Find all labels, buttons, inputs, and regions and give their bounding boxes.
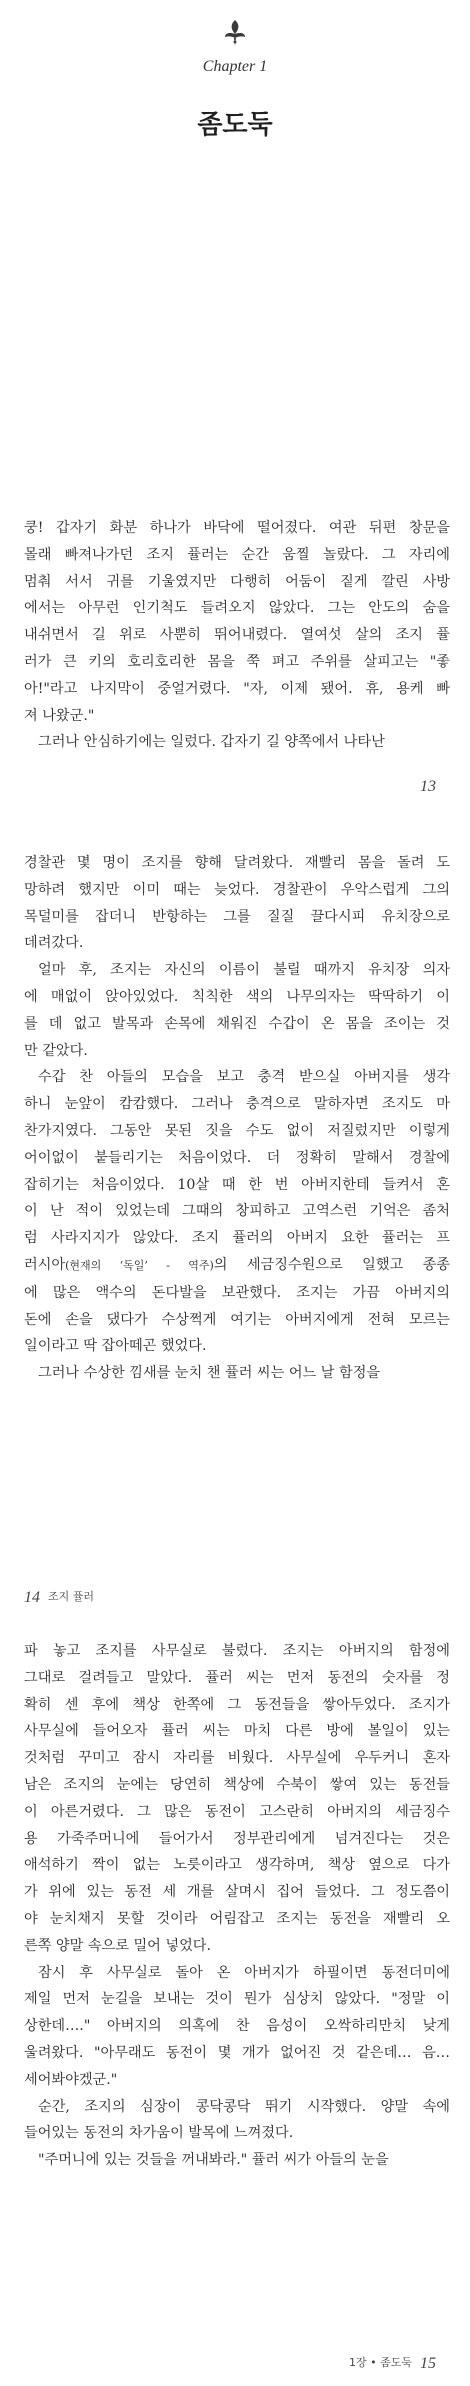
- text-line: 가 위에 있는 동전 세 개를 살며시 집어 들었다. 그 정도쯤이: [24, 1884, 450, 1901]
- text-line: [24, 1252, 450, 1280]
- text-line: 수갑 찬 아들의 모습을 보고 충격 받으실 아버지를 생각: [38, 1069, 450, 1086]
- text-line: 내쉬면서 길 위로 사뿐히 뛰어내렸다. 열여섯 살의 조지 퓰: [24, 627, 450, 644]
- page-number: 14: [24, 1589, 40, 1606]
- text-line: 이 난 적이 있었는데 그때의 창피하고 고역스런 기억은 좀처: [24, 1203, 450, 1220]
- text-line: 아!"라고 나지막이 중얼거렸다. "자, 이제 됐어. 휴, 용케 빠: [24, 680, 450, 697]
- page-number: 13: [420, 778, 436, 795]
- body-text-page-14: [24, 850, 450, 1387]
- text-line: 몰래 빠져나가던 조지 퓰러는 순간 움찔 놀랐다. 그 자리에: [24, 546, 450, 563]
- page-footer: [349, 2354, 436, 2373]
- text-line: 잠시 후 사무실로 돌아 온 아버지가 하필이면 동전더미에: [38, 1964, 450, 1981]
- text-line: 멈춰 서서 귀를 기울였지만 다행히 어둠이 짙게 깔린 사방: [24, 573, 450, 590]
- text-line: "주머니에 있는 것들을 꺼내봐라." 퓰러 씨가 아들의 눈을: [38, 2152, 389, 2169]
- text-line: 그대로 걸려들고 말았다. 퓰러 씨는 먼저 동전의 숫자를 정: [24, 1669, 450, 1686]
- text-line: 용 가죽주머니에 들어가서 정부관리에게 넘겨진다는 것은: [24, 1830, 450, 1847]
- page-footer: [24, 1588, 94, 1607]
- text-run: 러시아: [24, 1256, 66, 1273]
- page-13: [0, 0, 470, 820]
- page-14: [0, 820, 470, 1610]
- text-line: 남은 조지의 눈에는 당연히 책상에 수북이 쌓여 있는 동전들: [24, 1776, 450, 1793]
- text-line: 애석하기 짝이 없는 노릇이라고 생각하며, 책상 옆으로 다가: [24, 1857, 450, 1874]
- running-head: 1장 • 좀도둑: [349, 2356, 412, 2369]
- text-line: 에 많은 액수의 돈다발을 보관했다. 조지는 가끔 아버지의: [24, 1284, 450, 1301]
- text-line: 일이라고 딱 잡아떼곤 했었다.: [24, 1338, 207, 1355]
- text-line: 경찰관 몇 명이 조지를 향해 달려왔다. 재빨리 몸을 돌려 도: [24, 855, 450, 871]
- text-line: 만 같았다.: [24, 1042, 88, 1059]
- text-line: 이 아른거렸다. 그 많은 동전이 고스란히 아버지의 세금징수: [24, 1803, 450, 1820]
- text-line: 돈에 손을 댔다가 수상쩍게 여기는 아버지에게 전혀 모르는: [24, 1311, 450, 1328]
- text-line: 파 놓고 조지를 사무실로 불렀다. 조지는 아버지의 함정에: [24, 1643, 450, 1659]
- text-line: 제일 먼저 눈길을 보내는 것이 뭔가 심상치 않았다. "정말 이: [24, 1991, 450, 2008]
- text-line: 목덜미를 잡더니 반항하는 그를 질질 끌다시피 유치장으로: [24, 908, 450, 925]
- text-line: 에서는 아무런 인기척도 들려오지 않았다. 그는 안도의 숨을: [24, 600, 450, 617]
- text-line: 상한데…." 아버지의 의혹에 찬 음성이 오싹하리만치 낮게: [24, 2018, 450, 2035]
- text-line: 들어있는 동전의 차가움이 발목에 느껴졌다.: [24, 2125, 294, 2142]
- text-line: 확히 센 후에 책상 한쪽에 그 동전들을 쌓아두었다. 조지가: [24, 1696, 450, 1713]
- text-line: 찬가지였다. 그동안 못된 짓을 수도 없이 저질렀지만 이렇게: [24, 1122, 450, 1139]
- chapter-title: 좀도둑: [197, 110, 273, 140]
- text-line: 순간, 조지의 심장이 콩닥콩닥 뛰기 시작했다. 양말 속에: [38, 2098, 450, 2115]
- text-line: 데려갔다.: [24, 935, 84, 952]
- text-line: 잡히기는 처음이었다. 10살 때 한 번 아버지한테 들켜서 혼: [24, 1176, 450, 1193]
- page-15: [0, 1610, 470, 2386]
- text-line: 러가 큰 키의 호리호리한 몸을 쭉 펴고 주위를 살피고는 "좋: [24, 653, 450, 670]
- text-line: 쿵! 갑자기 화분 하나가 바닥에 떨어졌다. 여관 뒤편 창문을: [24, 520, 450, 536]
- fleuron-icon: [0, 18, 470, 52]
- text-line: 하니 눈앞이 캄캄했다. 그러나 충격으로 말하자면 조지도 마: [24, 1096, 450, 1113]
- chapter-label: Chapter 1: [202, 58, 268, 75]
- text-line: 망하려 했지만 이미 때는 늦었다. 경찰관이 우악스럽게 그의: [24, 881, 450, 898]
- body-text-page-13: [24, 515, 450, 756]
- text-line: 그러나 수상한 낌새를 눈치 챈 퓰러 씨는 어느 날 함정을: [38, 1365, 381, 1382]
- text-line: 사무실에 들어오자 퓰러 씨는 마치 다른 방에 볼일이 있는: [24, 1723, 450, 1740]
- text-line: 럼 사라지지가 않았다. 조지 퓰러의 아버지 요한 퓰러는 프: [24, 1230, 450, 1247]
- text-run: 의 세금징수원으로 일했고 종종: [213, 1256, 450, 1273]
- text-line: 에 매없이 앉아있었다. 칙칙한 색의 나무의자는 딱딱하기 이: [24, 988, 450, 1005]
- translator-note: (현재의 ‘독일’ - 역주): [65, 1258, 214, 1272]
- text-line: 를 데 없고 발목과 손목에 채워진 수갑이 온 몸을 조이는 것: [24, 1015, 450, 1032]
- text-line: 른쪽 양말 속으로 밀어 넣었다.: [24, 1937, 212, 1954]
- text-line: 그러나 안심하기에는 일렀다. 갑자기 길 양쪽에서 나타난: [38, 734, 385, 751]
- text-line: 세어봐야겠군.": [24, 2071, 118, 2088]
- text-line: 져 나왔군.": [24, 707, 95, 724]
- page-number: 15: [420, 2355, 436, 2372]
- body-text-page-15: [24, 1638, 450, 2174]
- text-line: 야 눈치채지 못할 것이라 어림잡고 조지는 동전을 재빨리 오: [24, 1910, 450, 1927]
- text-line: 얼마 후, 조지는 자신의 이름이 불릴 때까지 유치장 의자: [38, 962, 450, 979]
- text-line: 울려왔다. "아무래도 동전이 몇 개가 없어진 것 같은데… 음…: [24, 2044, 450, 2061]
- text-line: 어이없이 붙들리기는 처음이었다. 더 정확히 말해서 경찰에: [24, 1149, 450, 1166]
- running-head: 조지 퓰러: [48, 1590, 95, 1603]
- text-line: 것처럼 꾸미고 잠시 자리를 비웠다. 사무실에 우두커니 혼자: [24, 1750, 450, 1767]
